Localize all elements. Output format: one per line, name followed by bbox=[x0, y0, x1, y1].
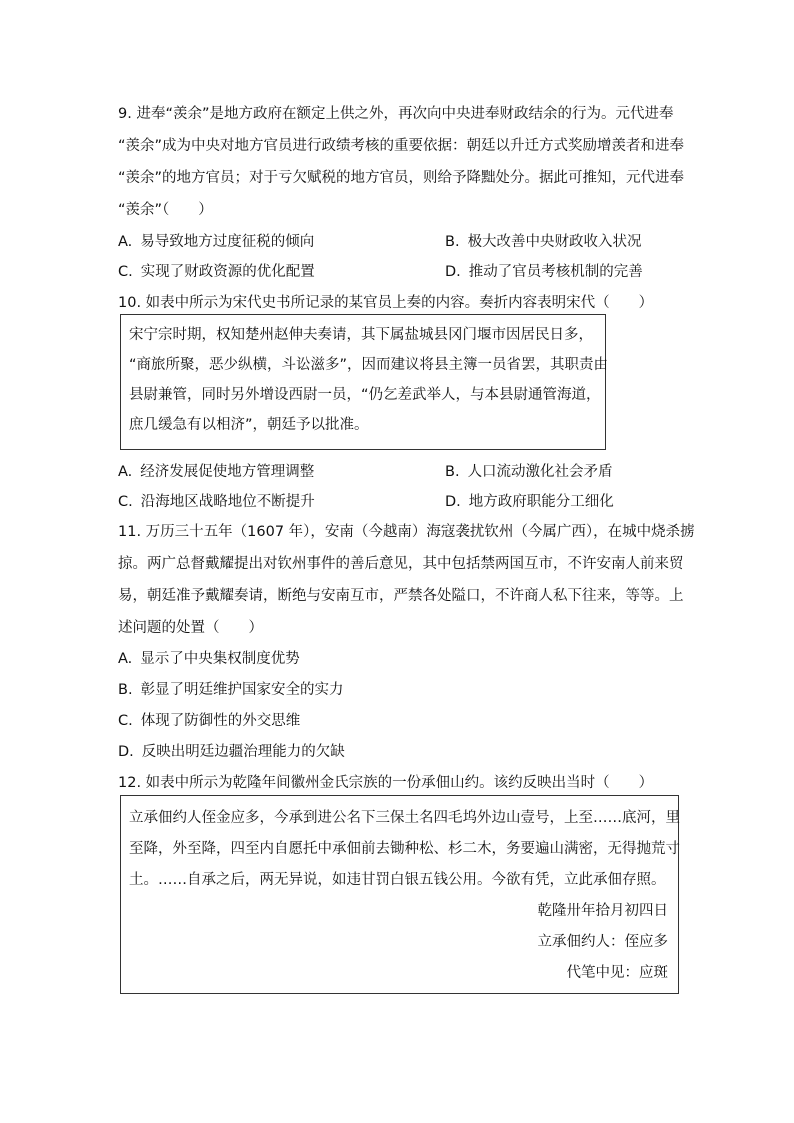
q12-box-line-3: 土。……自承之后，两无异说，如违甘罚白银五钱公用。今欲有凭，立此承佃存照。 bbox=[129, 872, 666, 888]
q12-sign-tenant: 立承佃约人：侄应多 bbox=[537, 934, 668, 950]
option-letter: A. bbox=[118, 651, 133, 667]
q11-option-b[interactable] bbox=[118, 680, 344, 700]
option-text: 推动了官员考核机制的完善 bbox=[468, 264, 643, 280]
q10-stem: 10. 如表中所示为宋代史书所记录的某官员上奏的内容。奏折内容表明宋代（ ） bbox=[118, 295, 654, 311]
option-letter: C. bbox=[118, 494, 133, 510]
option-letter: C. bbox=[118, 264, 133, 280]
option-text: 易导致地方过度征税的倾向 bbox=[140, 234, 315, 250]
option-letter: B. bbox=[445, 464, 460, 480]
q12-box-line-1: 立承佃约人侄金应多，今承到进公名下三保土名四毛坞外边山壹号，上至……底河，里 bbox=[129, 810, 680, 826]
q10-box-line-4: 庶几缓急有以相济”，朝廷予以批准。 bbox=[129, 417, 369, 433]
option-text: 人口流动激化社会矛盾 bbox=[467, 464, 613, 480]
option-letter: A. bbox=[118, 234, 133, 250]
option-letter: D. bbox=[118, 744, 134, 760]
option-letter: D. bbox=[445, 264, 461, 280]
q11-option-d[interactable] bbox=[118, 742, 345, 762]
q11-stem-line-1: 11. 万历三十五年（1607 年），安南（今越南）海寇袭扰钦州（今属广西），在城中烧杀掳 bbox=[118, 524, 695, 540]
q9-option-a[interactable] bbox=[118, 232, 314, 252]
q11-stem-line-4: 述问题的处置（ ） bbox=[118, 620, 263, 636]
option-text: 反映出明廷边疆治理能力的欠缺 bbox=[141, 744, 345, 760]
q10-box-line-1: 宋宁宗时期，权知楚州赵伸夫奏请，其下属盐城县冈门堰市因居民日多， bbox=[129, 327, 593, 343]
option-text: 体现了防御性的外交思维 bbox=[140, 713, 301, 729]
option-letter: D. bbox=[445, 494, 461, 510]
q10-option-a[interactable] bbox=[118, 462, 314, 482]
q9-stem-line-1: 9. 进奉“羡余”是地方政府在额定上供之外，再次向中央进奉财政结余的行为。元代进奉 bbox=[118, 106, 674, 122]
q10-option-b[interactable] bbox=[445, 462, 613, 482]
option-text: 经济发展促使地方管理调整 bbox=[140, 464, 315, 480]
q9-option-d[interactable] bbox=[445, 262, 643, 282]
q10-option-d[interactable] bbox=[445, 492, 614, 512]
option-letter: B. bbox=[118, 682, 133, 698]
option-text: 地方政府职能分工细化 bbox=[468, 494, 614, 510]
q12-box-line-2: 至降，外至降，四至内自愿托中承佃前去锄种松、杉二木，务要遍山满密，无得抛荒寸 bbox=[129, 841, 680, 857]
q9-stem-line-3: “羡余”的地方官员；对于亏欠赋税的地方官员，则给予降黜处分。据此可推知，元代进奉 bbox=[118, 170, 685, 186]
option-letter: C. bbox=[118, 713, 133, 729]
q12-stem: 12. 如表中所示为乾隆年间徽州金氏宗族的一份承佃山约。该约反映出当时（ ） bbox=[118, 775, 654, 791]
q10-source-box bbox=[120, 314, 609, 450]
q12-sign-date: 乾隆卅年拾月初四日 bbox=[537, 903, 668, 919]
q11-stem-line-2: 掠。两广总督戴耀提出对钦州事件的善后意见，其中包括禁两国互市，不许安南人前来贸 bbox=[118, 556, 684, 572]
q10-box-line-3: 县尉兼管，同时另外增设西尉一员，“仍乞差武举人，与本县尉通管海道， bbox=[129, 387, 601, 403]
q11-option-a[interactable] bbox=[118, 649, 300, 669]
q9-stem-line-2: “羡余”成为中央对地方官员进行政绩考核的重要依据：朝廷以升迁方式奖励增羡者和进奉 bbox=[118, 138, 685, 154]
option-text: 沿海地区战略地位不断提升 bbox=[140, 494, 315, 510]
q10-box-line-2: “商旅所聚，恶少纵横，斗讼滋多”，因而建议将县主簿一员省罢，其职责由 bbox=[129, 357, 609, 373]
q12-source-box bbox=[120, 795, 679, 994]
option-text: 极大改善中央财政收入状况 bbox=[467, 234, 642, 250]
option-text: 彰显了明廷维护国家安全的实力 bbox=[140, 682, 344, 698]
q10-option-c[interactable] bbox=[118, 492, 315, 512]
q9-option-b[interactable] bbox=[445, 232, 642, 252]
q9-option-c[interactable] bbox=[118, 262, 315, 282]
option-text: 实现了财政资源的优化配置 bbox=[140, 264, 315, 280]
q11-stem-line-3: 易，朝廷准予戴耀奏请，断绝与安南互市，严禁各处隘口，不许商人私下往来，等等。上 bbox=[118, 588, 684, 604]
q9-stem-line-4: “羡余”（ ） bbox=[118, 202, 213, 218]
q12-sign-witness: 代笔中见：应斑 bbox=[566, 965, 668, 981]
option-text: 显示了中央集权制度优势 bbox=[140, 651, 300, 667]
option-letter: B. bbox=[445, 234, 460, 250]
option-letter: A. bbox=[118, 464, 133, 480]
q11-option-c[interactable] bbox=[118, 711, 300, 731]
